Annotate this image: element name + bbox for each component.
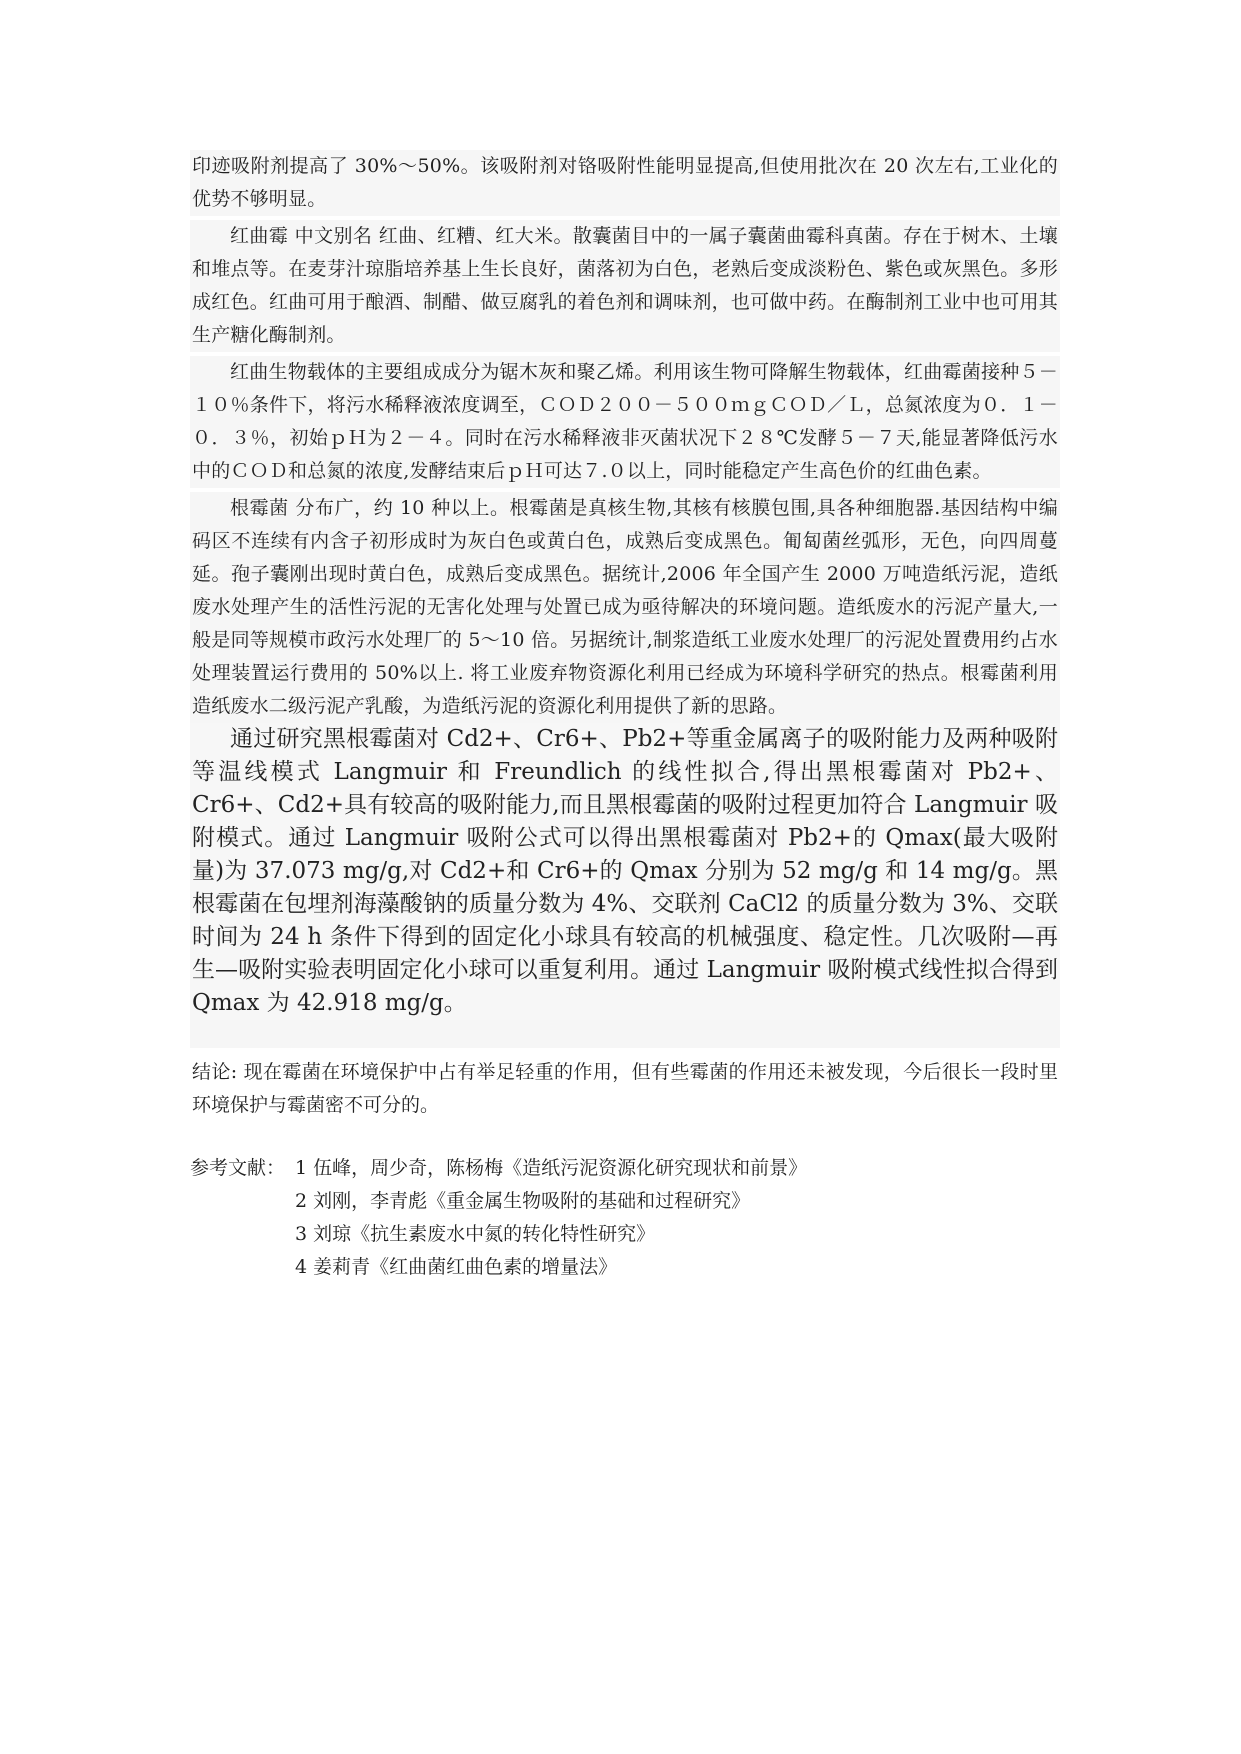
- reference-row: [190, 1152, 1060, 1185]
- paragraph-rhizopus: 根霉菌 分布广，约 10 种以上。根霉菌是真核生物,其核有核膜包围,具各种细胞器.基因结构中编码区不连续有内含子初形成时为灰白色或黄白色，成熟后变成黑色。匍匐菌丝弧形，无色，向四周蔓延。孢子囊刚出现时黄白色，成熟后变成黑色。据统计,2006 年全国产生 2000 万吨造纸污泥，造纸废水处理产生的活性污泥的无害化处理与处置已成为亟待解决的环境问题。造纸废水的污泥产量大,一般是同等规模市政污水处理厂的 5～10 倍。另据统计,制浆造纸工业废水处理厂的污泥处置费用约占水处理装置运行费用的 50%以上. 将工业废弃物资源化利用已经成为环境科学研究的热点。根霉菌利用造纸废水二级污泥产乳酸，为造纸污泥的资源化利用提供了新的思路。: [190, 492, 1060, 723]
- reference-row: [190, 1218, 1060, 1251]
- references-label: 参考文献：: [190, 1157, 286, 1179]
- reference-indent: [190, 1185, 295, 1218]
- paragraph-adsorbent-intro: 印迹吸附剂提高了 30%～50%。该吸附剂对铬吸附性能明显提高,但使用批次在 20 次左右,工业化的优势不够明显。: [190, 150, 1060, 216]
- reference-indent: [190, 1218, 295, 1251]
- reference-item: 3 刘琼《抗生素废水中氮的转化特性研究》: [295, 1223, 656, 1245]
- paragraph-monascus-carrier: 红曲生物载体的主要组成成分为锯木灰和聚乙烯。利用该生物可降解生物载体，红曲霉菌接种５－１０％条件下，将污水稀释液浓度调至，ＣＯＤ２００－５００ｍｇＣＯＤ／Ｌ，总氮浓度为０．１－０．３％，初始ｐＨ为２－４。同时在污水稀释液非灭菌状况下２８℃发酵５－７天,能显著降低污水中的ＣＯＤ和总氮的浓度,发酵结束后ｐＨ可达７.０以上，同时能稳定产生高色价的红曲色素。: [190, 356, 1060, 488]
- reference-item: 2 刘刚，李青彪《重金属生物吸附的基础和过程研究》: [295, 1190, 751, 1212]
- conclusion-paragraph: 结论: 现在霉菌在环境保护中占有举足轻重的作用，但有些霉菌的作用还未被发现，今后很长一段时里环境保护与霉菌密不可分的。: [192, 1061, 1058, 1116]
- document-body: [190, 150, 1060, 1284]
- reference-item: 1 伍峰，周少奇，陈杨梅《造纸污泥资源化研究现状和前景》: [295, 1157, 808, 1179]
- reference-row: [190, 1185, 1060, 1218]
- paragraph-black-rhizopus: 通过研究黑根霉菌对 Cd2+、Cr6+、Pb2+等重金属离子的吸附能力及两种吸附等温线模式 Langmuir 和 Freundlich 的线性拟合,得出黑根霉菌对 Pb2+、Cr6+、Cd2+具有较高的吸附能力,而且黑根霉菌的吸附过程更加符合 Langmuir 吸附模式。通过 Langmuir 吸附公式可以得出黑根霉菌对 Pb2+的 Qmax(最大吸附量)为 37.073 mg/g,对 Cd2+和 Cr6+的 Qmax 分别为 52 mg/g 和 14 mg/g。黑根霉菌在包埋剂海藻酸钠的质量分数为 4%、交联剂 CaCl2 的质量分数为 3%、交联时间为 24 h 条件下得到的固定化小球具有较高的机械强度、稳定性。几次吸附—再生—吸附实验表明固定化小球可以重复利用。通过 Langmuir 吸附模式线性拟合得到 Qmax 为 42.918 mg/g。: [190, 723, 1060, 1020]
- reference-item: 4 姜莉青《红曲菌红曲色素的增量法》: [295, 1256, 618, 1278]
- paragraph-monascus: 红曲霉 中文别名 红曲、红糟、红大米。散囊菌目中的一属子囊菌曲霉科真菌。存在于树木、土壤和堆点等。在麦芽汁琼脂培养基上生长良好，菌落初为白色，老熟后变成淡粉色、紫色或灰黑色。多形成红色。红曲可用于酿酒、制醋、做豆腐乳的着色剂和调味剂，也可做中药。在酶制剂工业中也可用其生产糖化酶制剂。: [190, 220, 1060, 352]
- blank-shaded-row: [190, 1020, 1060, 1048]
- reference-row: [190, 1251, 1060, 1284]
- references-section: [190, 1152, 1060, 1284]
- reference-indent: [190, 1251, 295, 1284]
